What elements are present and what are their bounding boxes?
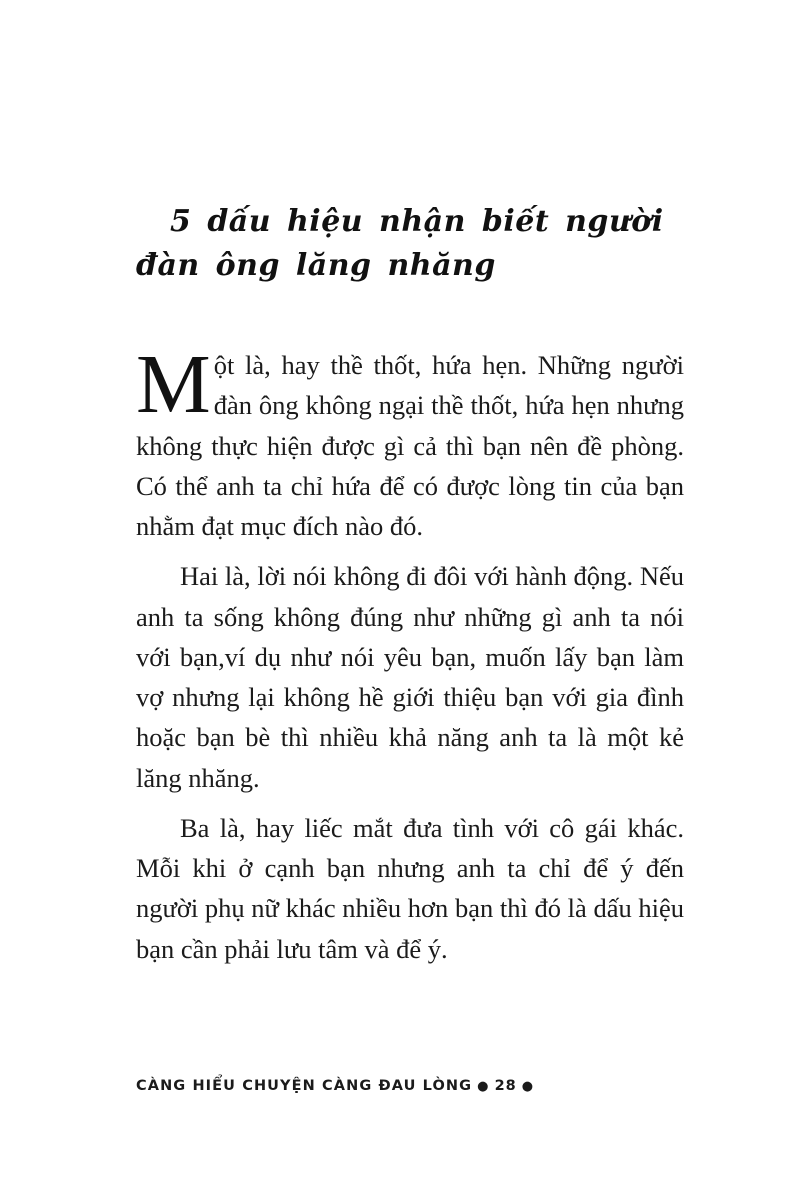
paragraph-1 <box>136 338 684 546</box>
drop-cap: M <box>136 338 211 431</box>
page-number: 28 <box>494 1078 517 1094</box>
page-content <box>136 200 684 979</box>
footer-book-title: CÀNG HIỂU CHUYỆN CÀNG ĐAU LÒNG <box>136 1078 473 1094</box>
paragraph-2: Hai là, lời nói không đi đôi với hành động. Nếu anh ta sống không đúng như những gì anh ta nói với bạn,ví dụ như nói yêu bạn, muốn lấy bạn làm vợ nhưng lại không hề giới thiệu bạn với gia đình hoặc bạn bè thì nhiều khả năng anh ta là một kẻ lăng nhăng. <box>136 561 684 793</box>
paragraph-3: Ba là, hay liếc mắt đưa tình với cô gái khác. Mỗi khi ở cạnh bạn nhưng anh ta chỉ để ý đến người phụ nữ khác nhiều hơn bạn thì đó là dấu hiệu bạn cần phải lưu tâm và để ý. <box>136 812 684 964</box>
chapter-title: 5 dấu hiệu nhận biết người đàn ông lăng nhăng <box>136 204 664 283</box>
footer-left-dot-icon: ● <box>477 1078 490 1094</box>
footer-right-dot-icon: ● <box>521 1078 535 1094</box>
page-footer <box>136 1078 684 1094</box>
paragraph-1-text: ột là, hay thề thốt, hứa hẹn. Những người đàn ông không ngại thề thốt, hứa hẹn nhưng không thực hiện được gì cả thì bạn nên đề phòng. Có thể anh ta chỉ hứa để có được lòng tin của bạn nhằm đạt mục đích nào đó. <box>136 350 684 542</box>
